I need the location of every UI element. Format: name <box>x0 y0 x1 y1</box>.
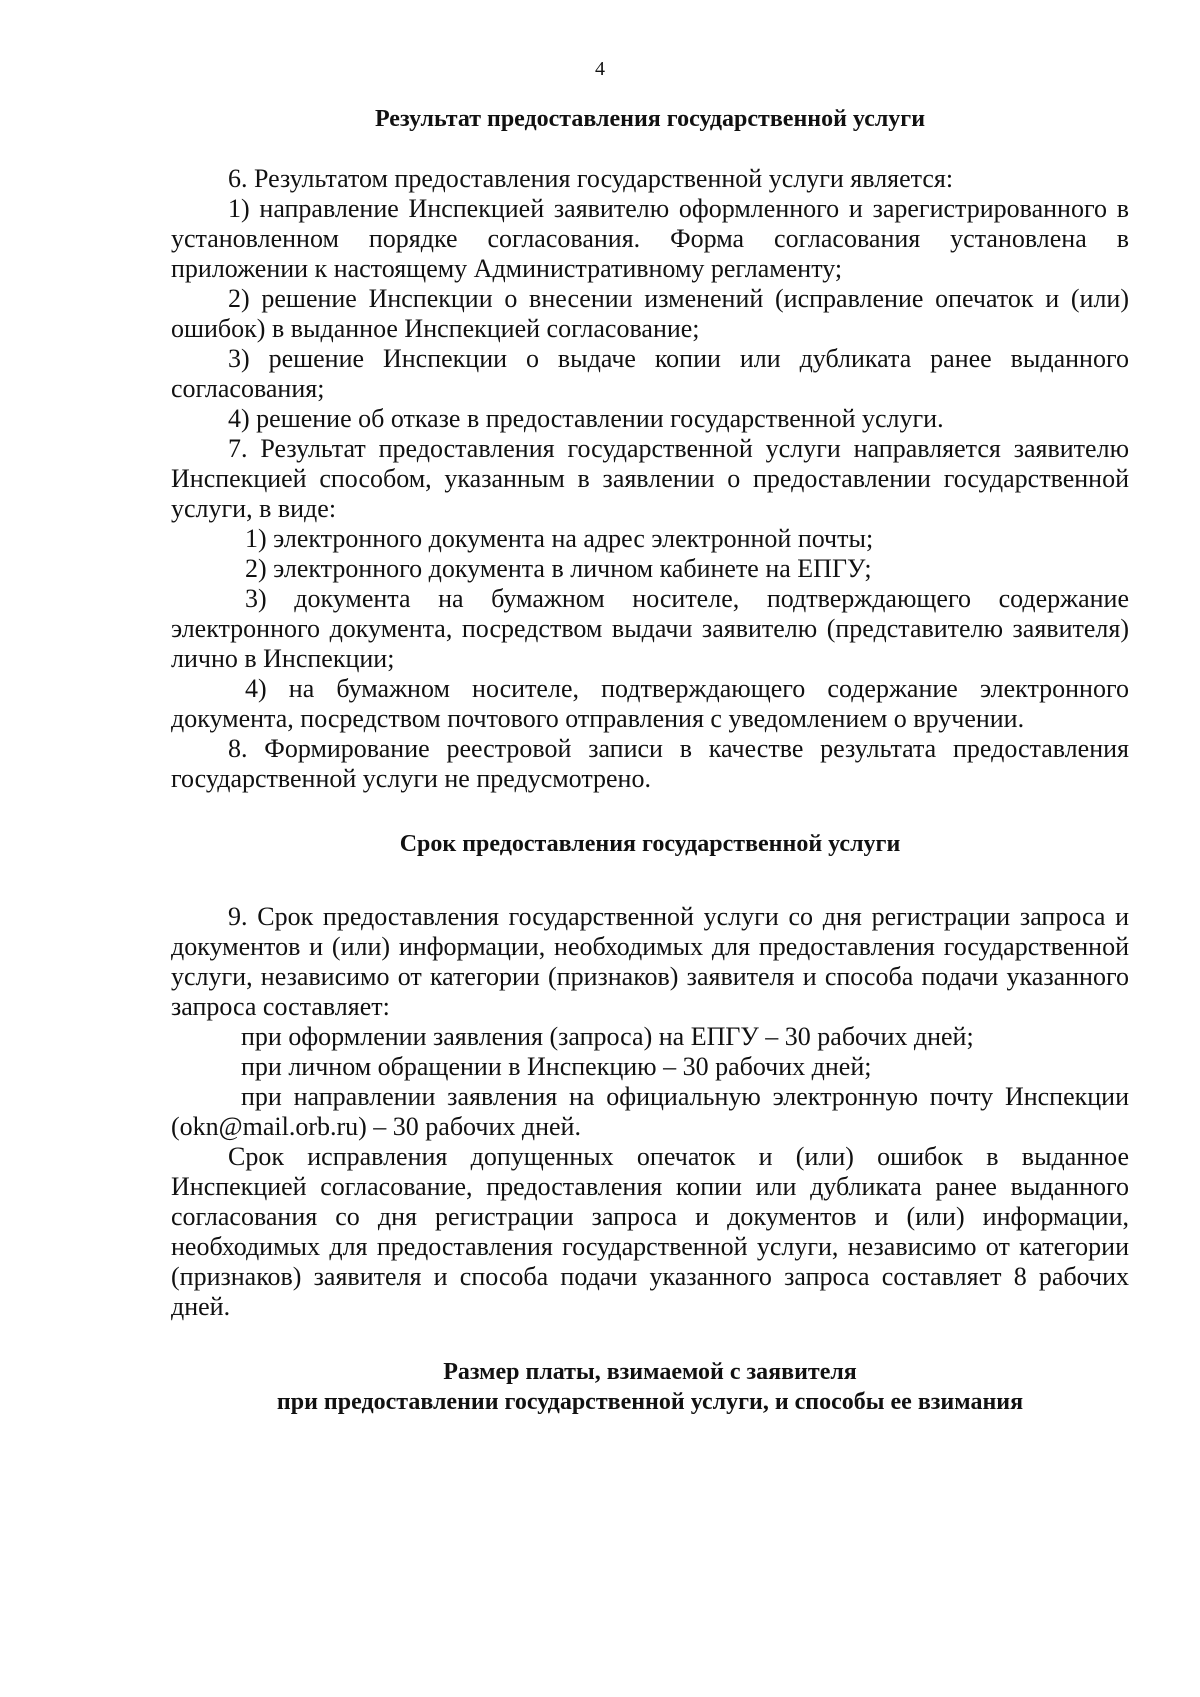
paragraph-6-item-3: 3) решение Инспекции о выдаче копии или дубликата ранее выданного согласования; <box>171 344 1129 403</box>
section-heading-result: Результат предоставления государственной услуги <box>374 106 926 132</box>
section-heading-term: Срок предоставления государственной услуги <box>399 831 901 857</box>
paragraph-9-correction-term: Срок исправления допущенных опечаток и (или) ошибок в выданное Инспекцией согласование, предоставления копии или дубликата ранее выданного согласования со дня регистрации запроса и документов и (или) информации, необходимых для предоставления государственной услуги, независимо от категории (признаков) заявителя и способа подачи указанного запроса составляет 8 рабочих дней. <box>171 1142 1129 1321</box>
paragraph-7-item-2: 2) электронного документа в личном кабинете на ЕПГУ; <box>245 554 872 583</box>
document-body <box>171 104 1129 1417</box>
paragraph-9: 9. Срок предоставления государственной услуги со дня регистрации запроса и документов и (или) информации, необходимых для предоставления государственной услуги, независимо от категории (признаков) заявителя и способа подачи указанного запроса составляет: <box>171 902 1129 1021</box>
paragraph-7-item-4: 4) на бумажном носителе, подтверждающего содержание электронного документа, посредством почтового отправления с уведомлением о вручении. <box>171 674 1129 733</box>
paragraph-9-item-2: при личном обращении в Инспекцию – 30 рабочих дней; <box>241 1052 872 1081</box>
paragraph-8: 8. Формирование реестровой записи в качестве результата предоставления государственной услуги не предусмотрено. <box>171 734 1129 793</box>
section-heading-fee-line-1: Размер платы, взимаемой с заявителя <box>443 1359 857 1385</box>
paragraph-9-item-3: при направлении заявления на официальную электронную почту Инспекции (okn@mail.orb.ru) – 30 рабочих дней. <box>171 1082 1129 1141</box>
paragraph-6-item-1: 1) направление Инспекцией заявителю оформленного и зарегистрированного в установленном порядке согласования. Форма согласования установлена в приложении к настоящему Административному регламенту; <box>171 194 1129 283</box>
section-heading-fee-line-2: при предоставлении государственной услуги, и способы ее взимания <box>276 1389 1024 1415</box>
paragraph-9-item-1: при оформлении заявления (запроса) на ЕПГУ – 30 рабочих дней; <box>241 1022 974 1051</box>
paragraph-7-item-1: 1) электронного документа на адрес электронной почты; <box>245 524 874 553</box>
paragraph-6-item-4: 4) решение об отказе в предоставлении государственной услуги. <box>228 404 944 433</box>
paragraph-6: 6. Результатом предоставления государственной услуги является: <box>228 164 954 193</box>
paragraph-6-item-2: 2) решение Инспекции о внесении изменений (исправление опечаток и (или) ошибок) в выданное Инспекцией согласование; <box>171 284 1129 343</box>
paragraph-7: 7. Результат предоставления государственной услуги направляется заявителю Инспекцией способом, указанным в заявлении о предоставлении государственной услуги, в виде: <box>171 434 1129 523</box>
paragraph-7-item-3: 3) документа на бумажном носителе, подтверждающего содержание электронного документа, посредством выдачи заявителю (представителю заявителя) лично в Инспекции; <box>171 584 1129 673</box>
page-number: 4 <box>595 58 605 80</box>
